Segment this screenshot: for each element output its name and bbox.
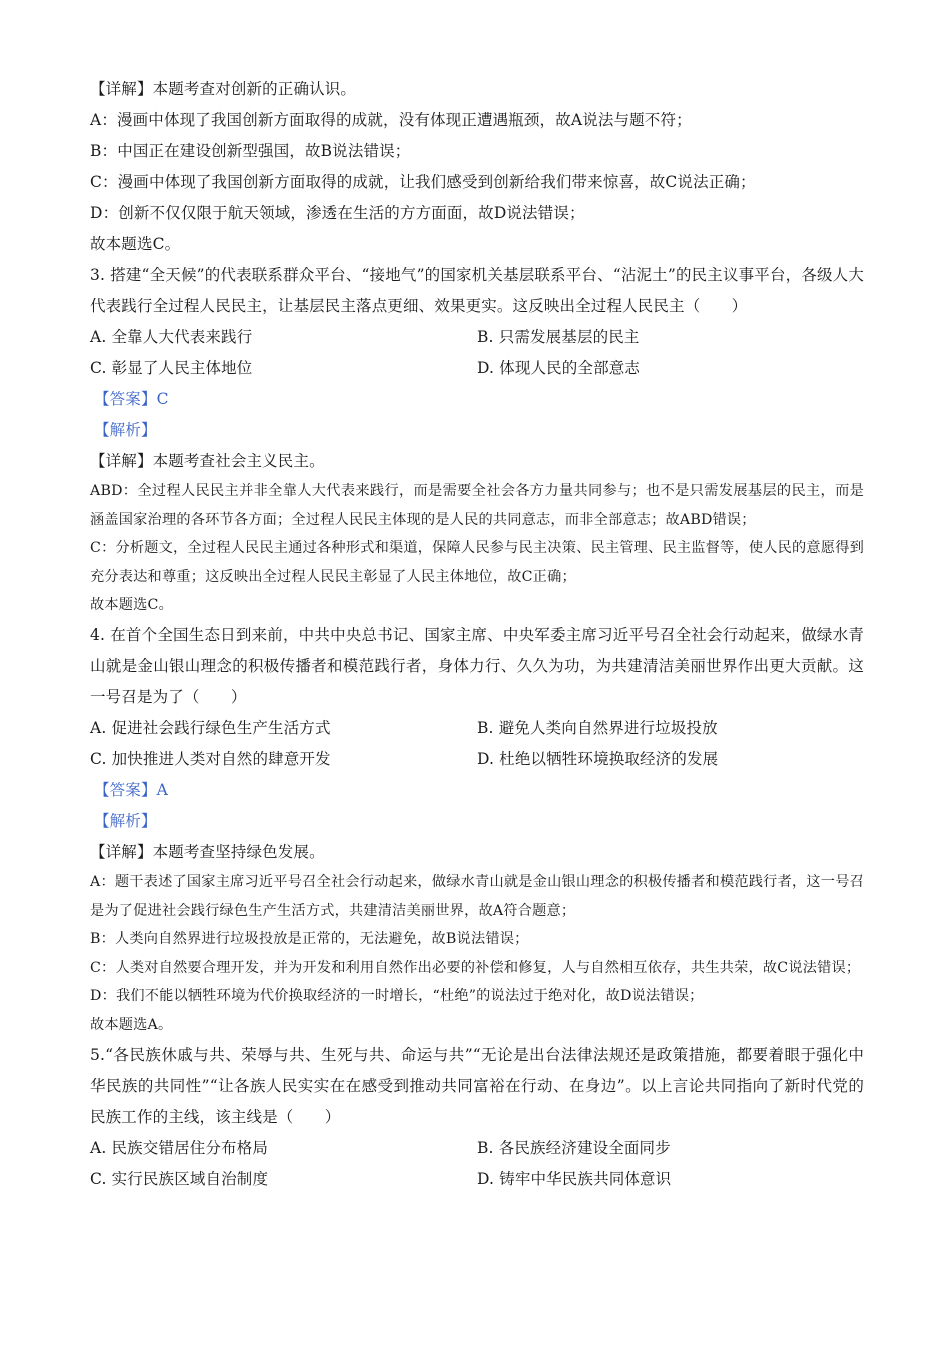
- q2-explain-b: B：中国正在建设创新型强国，故B说法错误；: [90, 142, 411, 160]
- q5-option-d: D. 铸牢中华民族共同体意识: [477, 1169, 672, 1188]
- q3-option-c: C. 彰显了人民主体地位: [90, 359, 253, 377]
- q5-stem: 5.“各民族休戚与共、荣辱与共、生死与共、命运与共”“无论是出台法律法规还是政策措施，都要着眼于强化中华民族的共同性”“让各族人民实实在在感受到推动共同富裕在行动、在身边”。以上言论共同指向了新时代党的民族工作的主线，该主线是（ ）: [90, 1045, 864, 1126]
- q3-option-b: B. 只需发展基层的民主: [477, 328, 640, 346]
- q3-explain-abd: ABD：全过程人民民主并非全靠人大代表来践行，而是需要全社会各方力量共同参与；也不是只需发展基层的民主，而是涵盖国家治理的各环节各方面；全过程人民民主体现的是人民的共同意志，而非全部意志；故ABD错误；: [90, 483, 864, 528]
- q3-explain-c: C：分析题文，全过程人民民主通过各种形式和渠道，保障人民参与民主决策、民主管理、民主监督等，使人民的意愿得到充分表达和尊重；这反映出全过程人民民主彰显了人民主体地位，故C正确；: [90, 540, 864, 585]
- q3-conclusion: 故本题选C。: [90, 597, 173, 614]
- q4-explain-c: C：人类对自然要合理开发，并为开发和利用自然作出必要的补偿和修复，人与自然相互依存，共生共荣，故C说法错误；: [90, 959, 861, 976]
- q4-analysis-heading: 【解析】: [94, 811, 157, 830]
- q3-options-row-1: [90, 322, 864, 353]
- q4-option-c: C. 加快推进人类对自然的肆意开发: [90, 749, 331, 768]
- q4-answer: 【答案】A: [94, 780, 168, 799]
- q4-conclusion: 故本题选A。: [90, 1016, 173, 1033]
- q3-answer: 【答案】C: [94, 390, 169, 408]
- q4-detail: 【详解】本题考查坚持绿色发展。: [90, 842, 325, 861]
- q2-explain-c: C：漫画中体现了我国创新方面取得的成就，让我们感受到创新给我们带来惊喜，故C说法正确；: [90, 173, 756, 191]
- q4-explain-b: B：人类向自然界进行垃圾投放是正常的，无法避免，故B说法错误；: [90, 931, 529, 948]
- q3-detail: 【详解】本题考查社会主义民主。: [90, 452, 325, 470]
- q4-option-a: A. 促进社会践行绿色生产生活方式: [90, 718, 331, 737]
- q5-option-a: A. 民族交错居住分布格局: [90, 1138, 268, 1157]
- q3-stem: 3. 搭建“全天候”的代表联系群众平台、“接地气”的国家机关基层联系平台、“沾泥土”的民主议事平台，各级人大代表践行全过程人民民主，让基层民主落点更细、效果更实。这反映出全过程人民民主（ ）: [90, 266, 864, 315]
- q4-explain-d: D：我们不能以牺牲环境为代价换取经济的一时增长，“杜绝”的说法过于绝对化，故D说法错误；: [90, 988, 704, 1005]
- q5-options-row-2: [90, 1164, 864, 1195]
- q5-option-b: B. 各民族经济建设全面同步: [477, 1138, 671, 1157]
- q4-option-b: B. 避免人类向自然界进行垃圾投放: [477, 718, 718, 737]
- q4-stem: 4. 在首个全国生态日到来前，中共中央总书记、国家主席、中央军委主席习近平号召全社会行动起来，做绿水青山就是金山银山理念的积极传播者和模范践行者，身体力行、久久为功，为共建清洁美丽世界作出更大贡献。这一号召是为了（ ）: [90, 625, 864, 706]
- q2-detail: 【详解】本题考查对创新的正确认识。: [90, 80, 357, 98]
- q5-option-c: C. 实行民族区域自治制度: [90, 1169, 269, 1188]
- q5-options-row-1: [90, 1133, 864, 1164]
- q4-explain-a: A：题干表述了国家主席习近平号召全社会行动起来，做绿水青山就是金山银山理念的积极传播者和模范践行者，这一号召是为了促进社会践行绿色生产生活方式，共建清洁美丽世界，故A符合题意；: [90, 873, 864, 919]
- q3-analysis-heading: 【解析】: [94, 421, 157, 439]
- q2-explain-a: A：漫画中体现了我国创新方面取得的成就，没有体现正遭遇瓶颈，故A说法与题不符；: [90, 111, 692, 129]
- q4-option-d: D. 杜绝以牺牲环境换取经济的发展: [477, 749, 719, 768]
- q4-options-row-1: [90, 713, 864, 744]
- q3-options-row-2: [90, 353, 864, 384]
- q2-conclusion: 故本题选C。: [90, 235, 181, 253]
- q3-option-a: A. 全靠人大代表来践行: [90, 328, 253, 346]
- q2-explain-d: D：创新不仅仅限于航天领域，渗透在生活的方方面面，故D说法错误；: [90, 204, 585, 222]
- q4-options-row-2: [90, 744, 864, 775]
- exam-page: [90, 74, 864, 1195]
- q3-option-d: D. 体现人民的全部意志: [477, 359, 641, 377]
